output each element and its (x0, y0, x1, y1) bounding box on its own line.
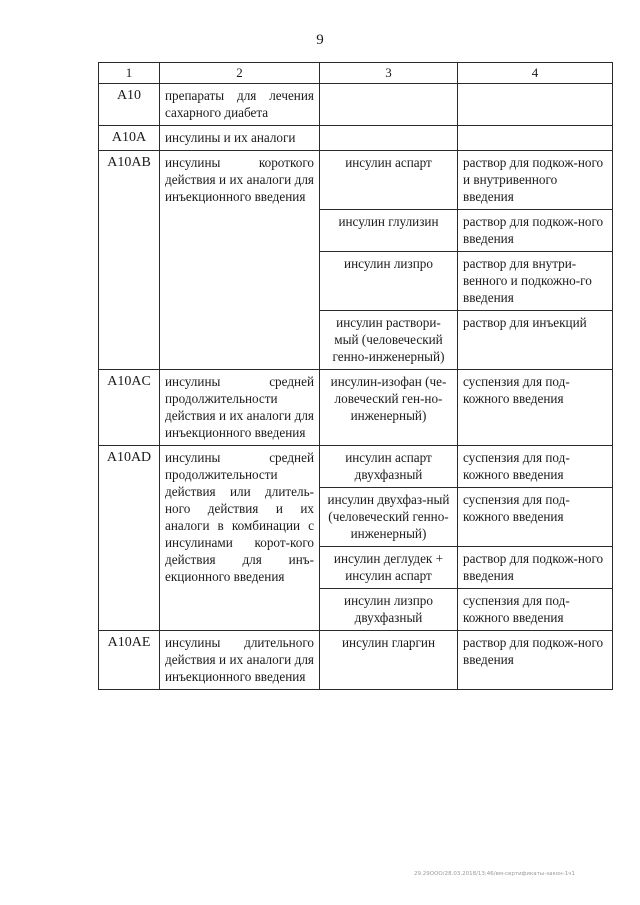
dosage-form-cell: суспензия для под-кожного введения (458, 370, 613, 446)
column-header-4: 4 (458, 63, 613, 84)
table-row (99, 631, 613, 690)
group-name-cell: инсулины длительного действия и их аналоги для инъекционного введения (160, 631, 320, 690)
table-row (99, 84, 613, 126)
column-header-2: 2 (160, 63, 320, 84)
page-number: 9 (316, 32, 324, 48)
table-row (99, 151, 613, 210)
dosage-form-cell: суспензия для под-кожного введения (458, 488, 613, 547)
dosage-form-cell: суспензия для под-кожного введения (458, 589, 613, 631)
table-header-row (99, 63, 613, 84)
atc-code-cell: A10 (99, 84, 160, 126)
dosage-form-cell: раствор для инъекций (458, 311, 613, 370)
column-header-3: 3 (320, 63, 458, 84)
atc-code-cell: A10AB (99, 151, 160, 370)
atc-code-cell: A10AC (99, 370, 160, 446)
drug-name-cell: инсулин лизпро двухфазный (320, 589, 458, 631)
group-name-cell: инсулины короткого действия и их аналоги для инъекционного введения (160, 151, 320, 370)
group-name-cell: препараты для лечения сахарного диабета (160, 84, 320, 126)
drug-name-cell: инсулин гларгин (320, 631, 458, 690)
dosage-form-cell: раствор для подкож-ного и внутривенного введения (458, 151, 613, 210)
dosage-form-cell (458, 126, 613, 151)
dosage-form-cell (458, 84, 613, 126)
drug-name-cell: инсулин деглудек + инсулин аспарт (320, 547, 458, 589)
dosage-form-cell: раствор для подкож-ного введения (458, 631, 613, 690)
drug-name-cell: инсулин глулизин (320, 210, 458, 252)
drug-name-cell: инсулин аспарт двухфазный (320, 446, 458, 488)
drug-table (98, 62, 613, 690)
dosage-form-cell: раствор для подкож-ного введения (458, 210, 613, 252)
atc-code-cell: A10AE (99, 631, 160, 690)
column-header-1: 1 (99, 63, 160, 84)
drug-name-cell: инсулин аспарт (320, 151, 458, 210)
footer-stamp: 29.29ООО/28.03.2018/13:46/вм-сертификаты-закон-1ч1 (414, 871, 575, 877)
dosage-form-cell: суспензия для под-кожного введения (458, 446, 613, 488)
atc-code-cell: A10AD (99, 446, 160, 631)
drug-name-cell: инсулин лизпро (320, 252, 458, 311)
group-name-cell: инсулины средней продолжительности действия и их аналоги для инъекционного введения (160, 370, 320, 446)
atc-code-cell: A10A (99, 126, 160, 151)
drug-name-cell: инсулин раствори-мый (человеческий генно-инженерный) (320, 311, 458, 370)
table-row (99, 370, 613, 446)
drug-name-cell: инсулин двухфаз-ный (человеческий генно-инженерный) (320, 488, 458, 547)
group-name-cell: инсулины средней продолжительности действия или длитель-ного действия и их аналоги в комбинации с инсулинами корот-кого действия для инъ-екционного введения (160, 446, 320, 631)
dosage-form-cell: раствор для подкож-ного введения (458, 547, 613, 589)
drug-name-cell (320, 84, 458, 126)
table-row (99, 446, 613, 488)
drug-name-cell (320, 126, 458, 151)
table-row (99, 126, 613, 151)
dosage-form-cell: раствор для внутри-венного и подкожно-го введения (458, 252, 613, 311)
drug-name-cell: инсулин-изофан (че-ловеческий ген-но-инженерный) (320, 370, 458, 446)
group-name-cell: инсулины и их аналоги (160, 126, 320, 151)
